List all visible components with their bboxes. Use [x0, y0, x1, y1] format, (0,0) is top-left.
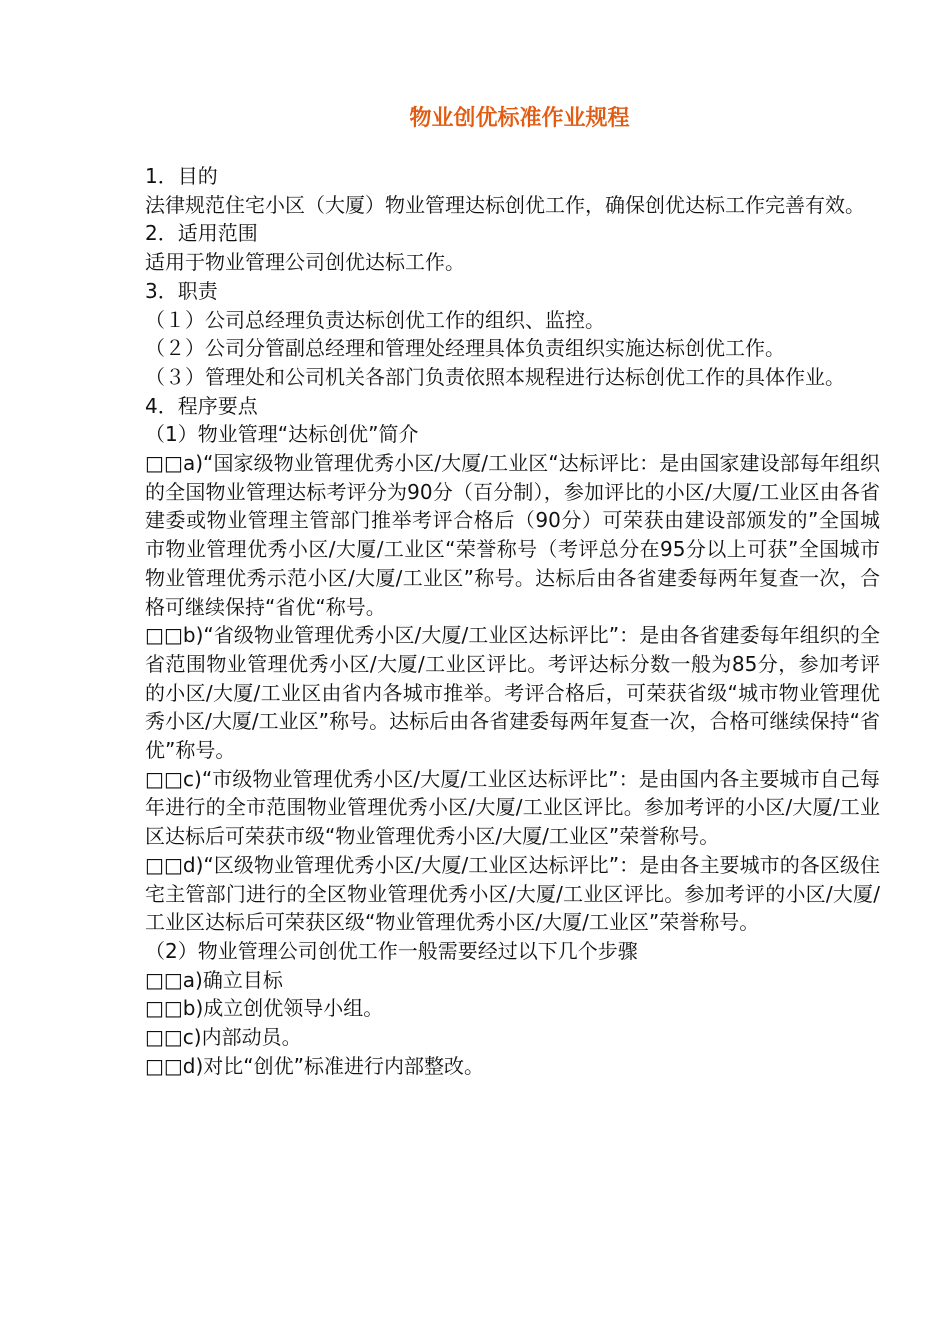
document-title: 物业创优标准作业规程	[409, 106, 630, 131]
paragraph-city-level: □□c)“市级物业管理优秀小区/大厦/工业区达标评比”：是由国内各主要城市自己每年进行的全市范围物业管理优秀小区/大厦/工业区评比。参加考评的小区/大厦/工业区达标后可荣获市级“物业管理优秀小区/大厦/工业区”荣誉称号。	[145, 766, 880, 849]
subheading-intro: （1）物业管理“达标创优”简介	[145, 422, 419, 447]
step-item-b: □□b)成立创优领导小组。	[145, 996, 384, 1021]
paragraph-duty-3: （３）管理处和公司机关各部门负责依照本规程进行达标创优工作的具体作业。	[145, 364, 845, 389]
paragraph-district-level: □□d)“区级物业管理优秀小区/大厦/工业区达标评比”：是由各主要城市的各区级住宅主管部门进行的全区物业管理优秀小区/大厦/工业区评比。参加考评的小区/大厦/工业区达标后可荣获区级“物业管理优秀小区/大厦/工业区”荣誉称号。	[145, 852, 880, 935]
section-heading-duties: 3．职责	[145, 278, 218, 303]
section-heading-purpose: 1．目的	[145, 164, 218, 188]
section-heading-procedure: 4．程序要点	[145, 393, 258, 418]
step-item-a: □□a)确立目标	[145, 967, 283, 992]
section-heading-scope: 2．适用范围	[145, 221, 258, 246]
paragraph-duty-2: （２）公司分管副总经理和管理处经理具体负责组织实施达标创优工作。	[145, 336, 785, 361]
paragraph-duty-1: （１）公司总经理负责达标创优工作的组织、监控。	[145, 307, 605, 332]
paragraph-scope: 适用于物业管理公司创优达标工作。	[145, 250, 465, 275]
step-item-c: □□c)内部动员。	[145, 1025, 302, 1050]
document-page	[145, 102, 880, 1081]
paragraph-purpose: 法律规范住宅小区（大厦）物业管理达标创优工作，确保创优达标工作完善有效。	[145, 192, 865, 217]
step-item-d: □□d)对比“创优”标准进行内部整改。	[145, 1053, 485, 1078]
paragraph-national-level: □□a)“国家级物业管理优秀小区/大厦/工业区“达标评比：是由国家建设部每年组织的全国物业管理达标考评分为90分（百分制），参加评比的小区/大厦/工业区由各省建委或物业管理主管部门推举考评合格后（90分）可荣获由建设部颁发的”全国城市物业管理优秀小区/大厦/工业区“荣誉称号（考评总分在95分以上可获”全国城市物业管理优秀示范小区/大厦/工业区”称号。达标后由各省建委每两年复查一次，合格可继续保持“省优“称号。	[145, 451, 880, 619]
paragraph-provincial-level: □□b)“省级物业管理优秀小区/大厦/工业区达标评比”：是由各省建委每年组织的全省范围物业管理优秀小区/大厦/工业区评比。考评达标分数一般为85分，参加考评的小区/大厦/工业区由省内各城市推举。考评合格后，可荣获省级“城市物业管理优秀小区/大厦/工业区”称号。达标后由各省建委每两年复查一次，合格可继续保持“省优”称号。	[145, 623, 880, 763]
subheading-steps: （2）物业管理公司创优工作一般需要经过以下几个步骤	[145, 938, 638, 963]
